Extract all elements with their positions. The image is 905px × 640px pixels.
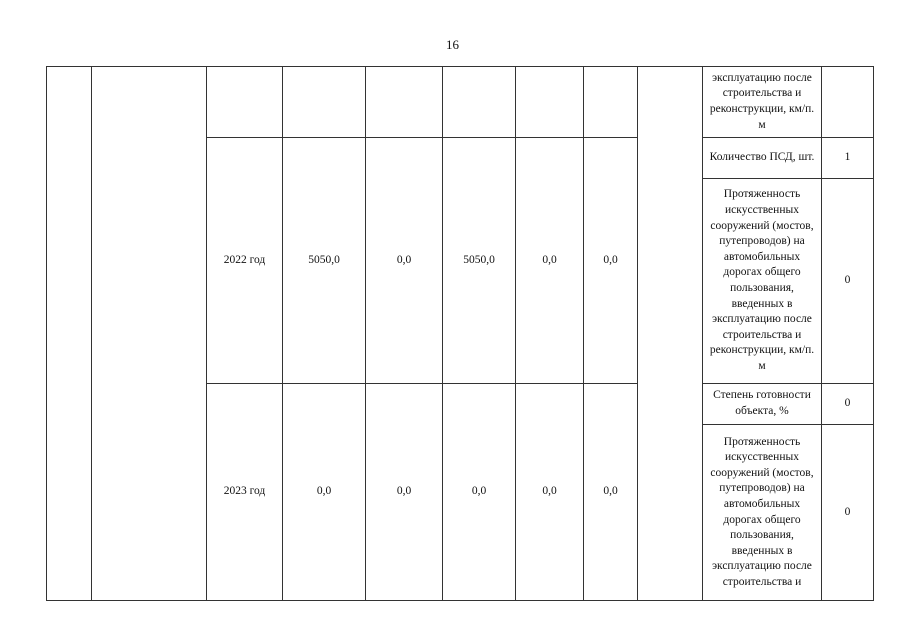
indicator-value-cell: 0 [822,179,874,384]
source-value-2023-3: 0,0 [443,384,516,601]
indicator-value-cell: 0 [822,425,874,601]
source-value-2022-4: 0,0 [516,138,584,384]
source-cell-prev-4 [516,67,584,138]
year-label-2023: 2023 год [207,384,283,601]
source-value-2022-2: 0,0 [366,138,443,384]
source-cell-prev-2 [366,67,443,138]
page-number: 16 [446,37,459,52]
source-value-2023-4: 0,0 [516,384,584,601]
year-cell-prev [207,67,283,138]
year-label-2022: 2022 год [207,138,283,384]
source-value-2022-5: 0,0 [584,138,638,384]
total-value-2022: 5050,0 [283,138,366,384]
source-cell-prev-5 [584,67,638,138]
indicator-value-cell: 1 [822,138,874,179]
indicator-value-cell [822,67,874,138]
source-value-2023-5: 0,0 [584,384,638,601]
indicator-text-cell: Протяженность искусственных сооружений (мостов, путепроводов) на автомобильных дорогах общего пользования, введенных в эксплуатацию после строительства и реконструкции, км/п. м [703,179,822,384]
source-value-2022-3: 5050,0 [443,138,516,384]
source-value-2023-2: 0,0 [366,384,443,601]
budget-table [46,66,874,601]
number-cell [47,67,92,601]
executor-cell [638,67,703,601]
name-cell [92,67,207,601]
indicator-value-cell: 0 [822,384,874,425]
indicator-text-cell: эксплуатацию после строительства и реконструкции, км/п. м [703,67,822,138]
indicator-text-cell: Протяженность искусственных сооружений (мостов, путепроводов) на автомобильных дорогах общего пользования, введенных в эксплуатацию после строительства и [703,425,822,601]
indicator-text-cell: Количество ПСД, шт. [703,138,822,179]
total-value-2023: 0,0 [283,384,366,601]
total-cell-prev [283,67,366,138]
source-cell-prev-3 [443,67,516,138]
indicator-text-cell: Степень готовности объекта, % [703,384,822,425]
